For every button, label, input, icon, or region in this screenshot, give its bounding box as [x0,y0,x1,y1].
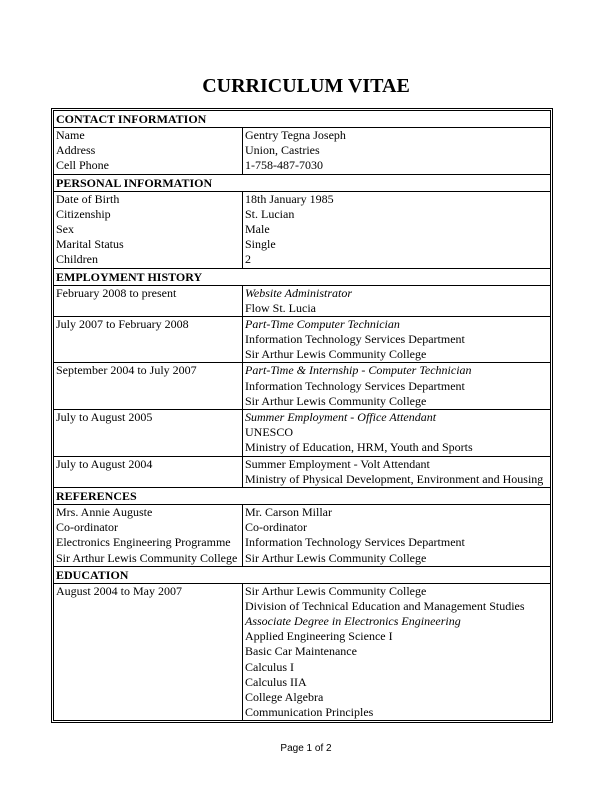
value-line: 2 [245,252,251,267]
value-cell [243,457,550,487]
value-line: UNESCO [245,425,294,440]
page-title: CURRICULUM VITAE [202,75,410,97]
label-line: Name [56,128,85,142]
value-line: St. Lucian [245,206,295,221]
value-cell [243,410,550,456]
value-line: College Algebra [245,690,324,704]
value-line: Calculus IIA [245,674,307,689]
label-line: July to August 2005 [56,410,153,424]
value-line: Communication Principles [245,705,374,720]
value-cell [243,317,550,363]
label-cell [54,317,243,363]
section-heading: REFERENCES [54,488,550,505]
value-line: 1-758-487-7030 [245,158,323,173]
section-personal-information [54,174,550,268]
value-line: Summer Employment - Office Attendant [245,410,437,424]
label-cell [54,410,243,456]
label-line: Sir Arthur Lewis Community College [56,550,238,565]
label-line: Marital Status [56,237,124,252]
table-row [54,317,550,364]
value-line: Co-ordinator [245,520,307,535]
page-footer: Page 1 of 2 [280,743,332,754]
value-line: Sir Arthur Lewis Community College [245,347,427,362]
section-contact-information [54,111,550,174]
label-line: September 2004 to July 2007 [56,363,197,378]
value-line: Ministry of Physical Development, Environment and Housing [245,471,544,486]
label-line: Electronics Engineering Programme [56,535,231,550]
value-line: Sir Arthur Lewis Community College [245,550,427,565]
label-cell [54,363,243,409]
value-line: Ministry of Education, HRM, Youth and Sports [245,440,473,455]
section-heading: EMPLOYMENT HISTORY [54,269,550,286]
value-cell [243,192,550,268]
label-line: Sex [56,221,74,236]
table-row [54,286,550,317]
value-cell [243,505,550,566]
label-cell [54,192,243,268]
table-row [54,584,550,721]
label-line: July 2007 to February 2008 [56,316,189,331]
value-line: Applied Engineering Science I [245,629,393,644]
label-line: Date of Birth [56,191,120,206]
value-line: Associate Degree in Electronics Engineering [245,614,461,629]
section-references [54,487,550,566]
value-line: Information Technology Services Department [245,378,465,393]
value-line: 18th January 1985 [245,191,334,206]
value-line: Part-Time Computer Technician [245,316,400,331]
label-line: July to August 2004 [56,456,153,471]
value-line: Single [245,237,276,252]
label-cell [54,128,243,174]
section-heading: CONTACT INFORMATION [54,111,550,128]
value-line: Mr. Carson Millar [245,504,332,519]
label-cell [54,505,243,566]
table-row [54,192,550,268]
value-line: Sir Arthur Lewis Community College [245,583,427,598]
value-line: Union, Castries [245,143,320,158]
label-cell [54,584,243,721]
table-row [54,410,550,457]
value-line: Information Technology Services Department [245,535,465,550]
label-line: Co-ordinator [56,520,118,535]
value-line: Flow St. Lucia [245,300,316,315]
value-line: Summer Employment - Volt Attendant [245,456,430,471]
table-row [54,128,550,174]
value-cell [243,286,550,316]
value-cell [243,128,550,174]
table-row [54,363,550,410]
section-heading: EDUCATION [54,567,550,584]
label-cell [54,457,243,487]
value-line: Information Technology Services Department [245,332,465,347]
section-employment-history [54,268,550,487]
value-line: Website Administrator [245,285,353,300]
label-line: August 2004 to May 2007 [56,583,182,598]
section-heading: PERSONAL INFORMATION [54,175,550,192]
value-line: Part-Time & Internship - Computer Technician [245,363,472,378]
cv-table [53,110,551,721]
value-line: Gentry Tegna Joseph [245,128,346,142]
label-line: Children [56,252,98,267]
table-row [54,457,550,487]
label-line: February 2008 to present [56,285,177,300]
section-education [54,566,550,721]
label-line: Address [56,143,96,158]
value-line: Sir Arthur Lewis Community College [245,393,427,408]
label-line: Citizenship [56,206,111,221]
table-row [54,505,550,566]
label-cell [54,286,243,316]
value-line: Male [245,221,270,236]
value-cell [243,584,550,721]
value-line: Division of Technical Education and Management Studies [245,598,525,613]
value-line: Basic Car Maintenance [245,644,357,659]
value-line: Calculus I [245,659,294,674]
label-line: Mrs. Annie Auguste [56,504,153,519]
value-cell [243,363,550,409]
label-line: Cell Phone [56,158,109,173]
